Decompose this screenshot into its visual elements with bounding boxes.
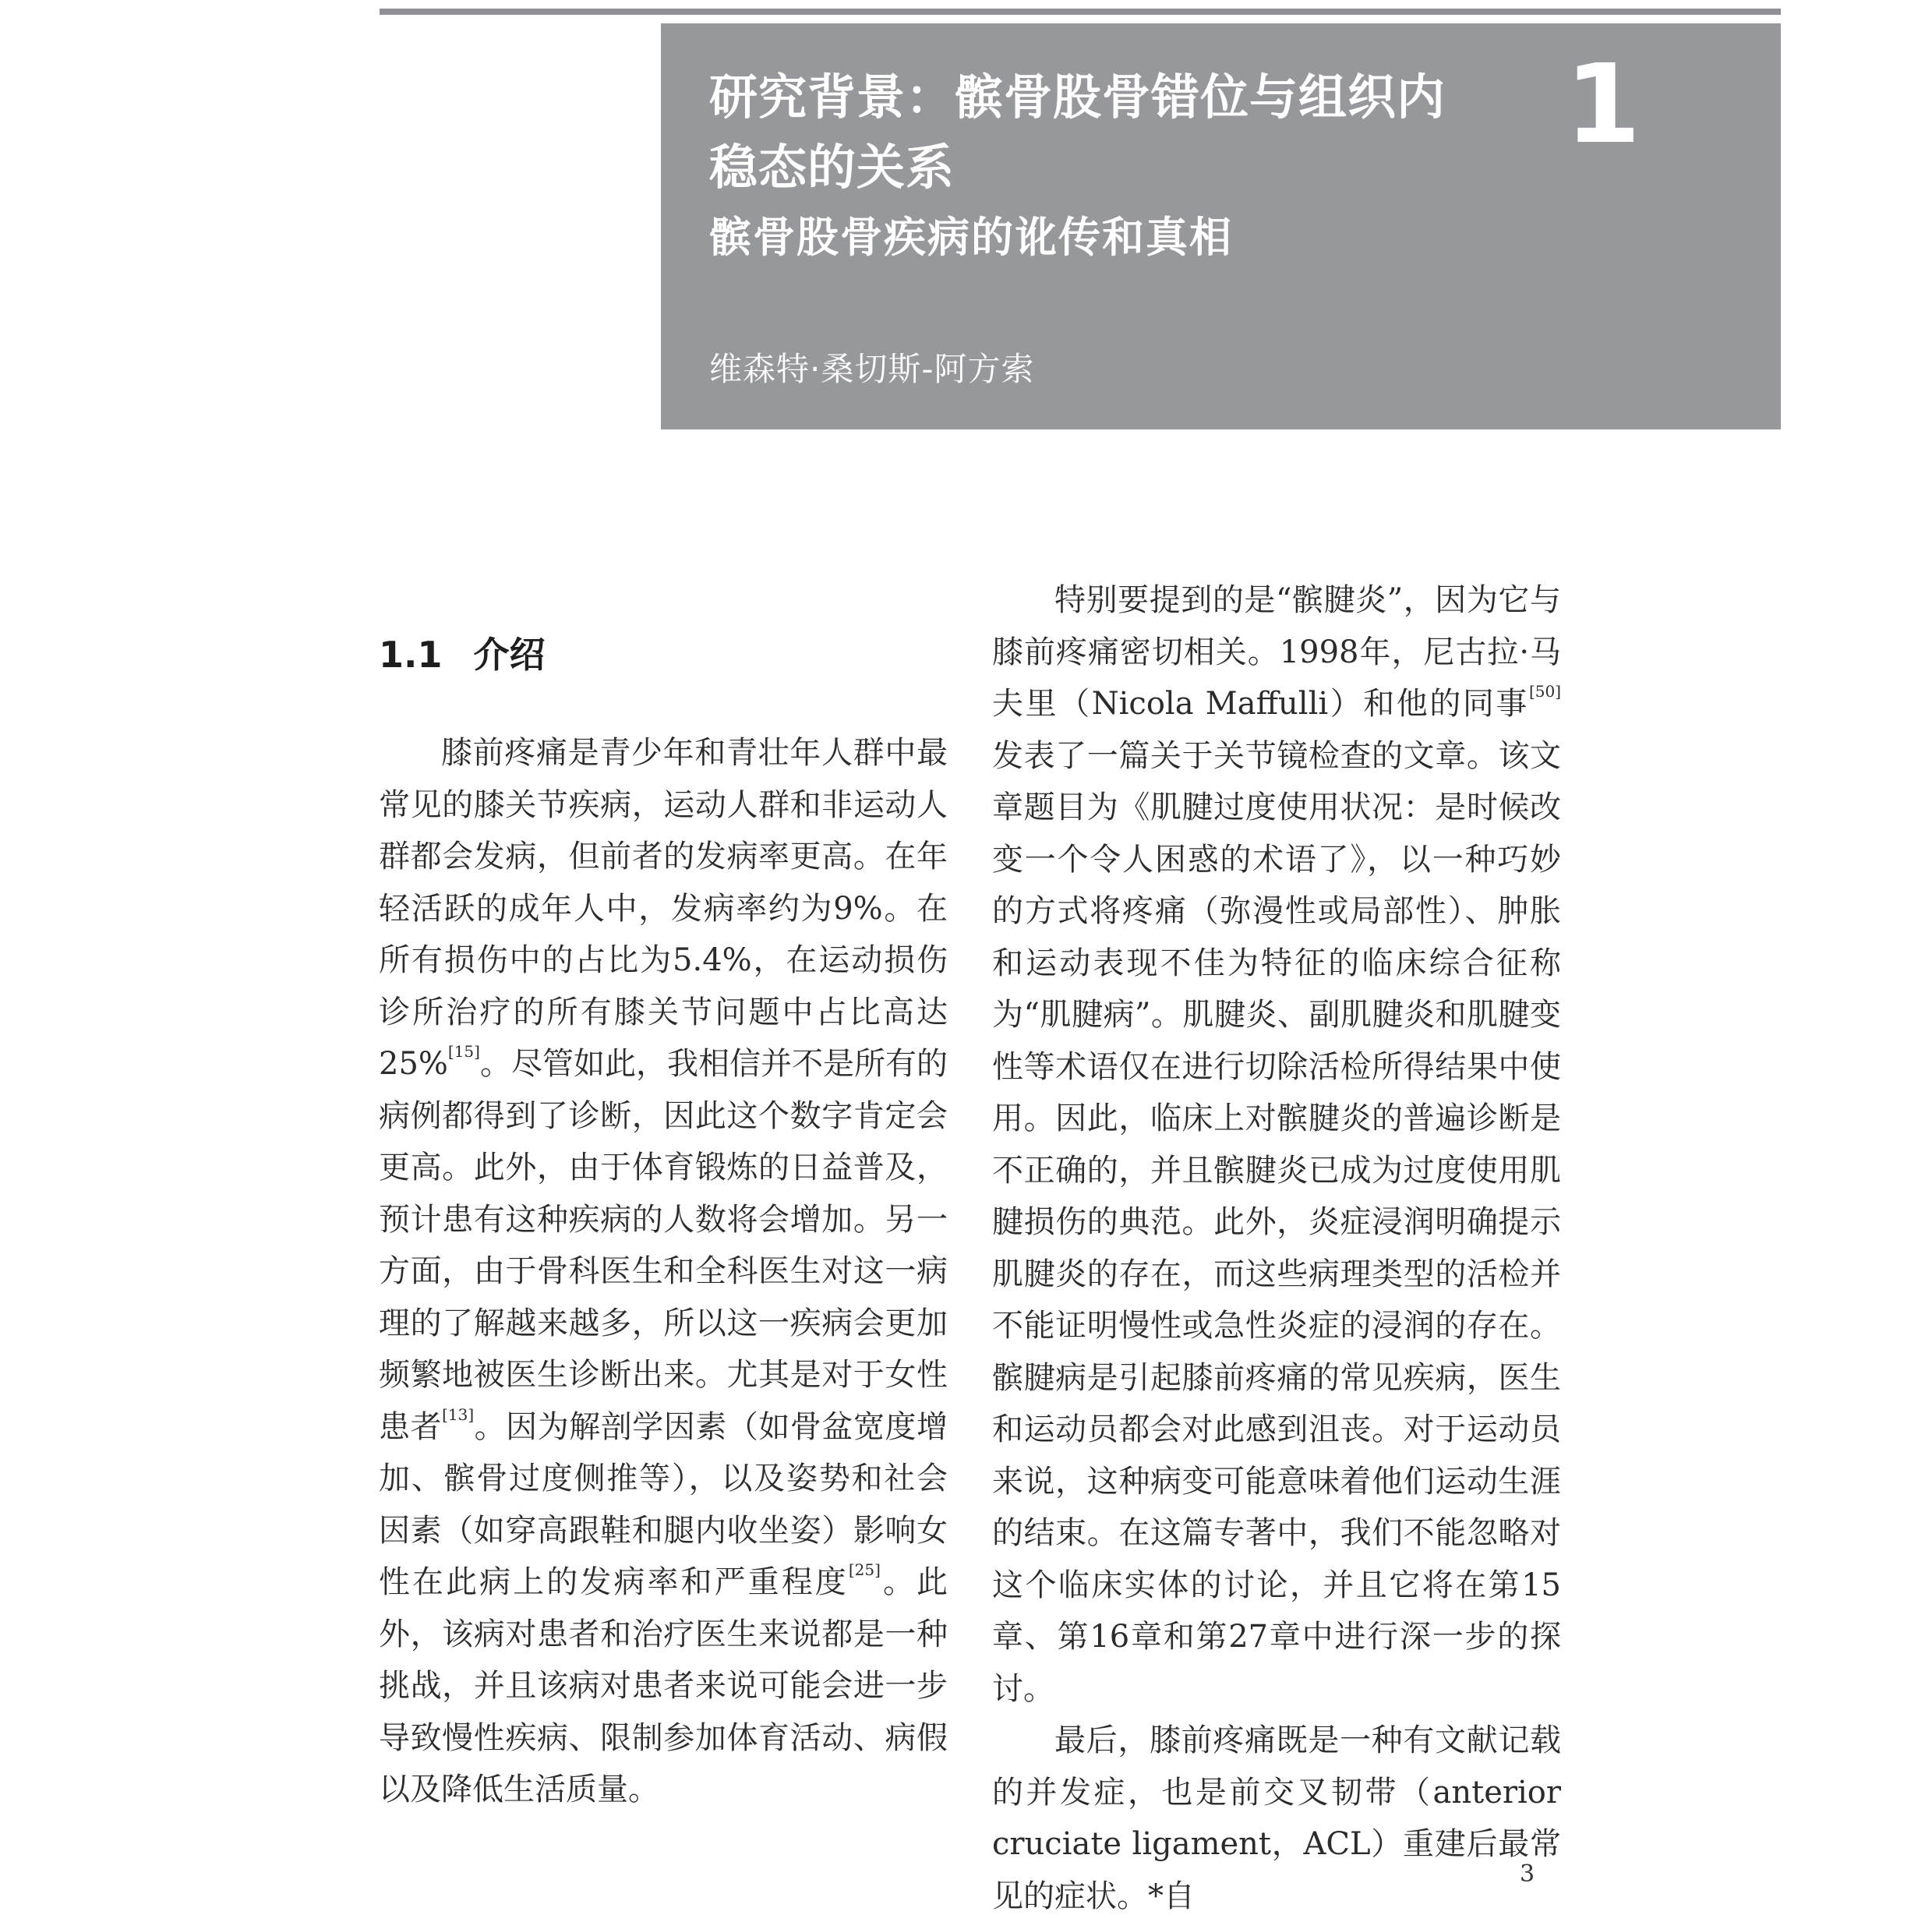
chapter-title: 研究背景：髌骨股骨错位与组织内稳态的关系 bbox=[709, 69, 1446, 196]
citation-50: [50] bbox=[1528, 682, 1561, 701]
text-run: 发表了一篇关于关节镜检查的文章。该文章题目为《肌腱过度使用状况：是时候改变一个令人困惑的术语了》，以一种巧妙的方式将疼痛（弥漫性或局部性）、肿胀和运动表现不佳为特征的临床综合征称为“肌腱病”。肌腱炎、副肌腱炎和肌腱变性等术语仅在进行切除活检所得结果中使用。因此，临床上对髌腱炎的普遍诊断是不正确的，并且髌腱炎已成为过度使用肌腱损伤的典范。此外，炎症浸润明确提示肌腱炎的存在，而这些病理类型的活检并不能证明慢性或急性炎症的浸润的存在。髌腱病是引起膝前疼痛的常见疾病，医生和运动员都会对此感到沮丧。对于运动员来说，这种病变可能意味着他们运动生涯的结束。在这篇专著中，我们不能忽略对这个临床实体的讨论，并且它将在第15章、第16章和第27章中进行深一步的探讨。 bbox=[992, 737, 1561, 1707]
top-rule bbox=[380, 9, 1781, 15]
chapter-header bbox=[661, 23, 1781, 429]
chapter-subtitle: 髌骨股骨疾病的讹传和真相 bbox=[709, 213, 1233, 262]
left-column bbox=[379, 727, 948, 1816]
section-title: 介绍 bbox=[473, 634, 546, 676]
text-run: 膝前疼痛是青少年和青壮年人群中最常见的膝关节疾病，运动人群和非运动人群都会发病，但前者的发病率更高。在年轻活跃的成年人中，发病率约为9%。在所有损伤中的占比为5.4%，在运动损伤诊所治疗的所有膝关节问题中占比高达25% bbox=[379, 735, 948, 1082]
page-number: 3 bbox=[1520, 1860, 1535, 1888]
text-run: 。此外，该病对患者和治疗医生来说都是一种挑战，并且该病对患者来说可能会进一步导致慢性疾病、限制参加体育活动、病假以及降低生活质量。 bbox=[379, 1564, 948, 1807]
section-heading bbox=[379, 624, 546, 686]
tendinitis-paragraph bbox=[992, 574, 1561, 1715]
right-column bbox=[992, 574, 1561, 1922]
section-number: 1.1 bbox=[379, 634, 443, 676]
intro-paragraph bbox=[379, 727, 948, 1816]
acl-paragraph: 最后，膝前疼痛既是一种有文献记载的并发症，也是前交叉韧带（anterior cruciate ligament，ACL）重建后最常见的症状。*自 bbox=[992, 1722, 1561, 1914]
chapter-author: 维森特·桑切斯-阿方索 bbox=[709, 350, 1035, 388]
citation-13: [13] bbox=[442, 1404, 475, 1424]
text-run: 。尽管如此，我相信并不是所有的病例都得到了诊断，因此这个数字肯定会更高。此外，由于体育锻炼的日益普及，预计患有这种疾病的人数将会增加。另一方面，由于骨科医生和全科医生对这一病理的了解越来越多，所以这一疾病会更加频繁地被医生诊断出来。尤其是对于女性患者 bbox=[379, 1046, 948, 1445]
chapter-number: 1 bbox=[1565, 41, 1641, 168]
text-run: 特别要提到的是“髌腱炎”，因为它与膝前疼痛密切相关。1998年，尼古拉·马夫里（Nicola Maffulli）和他的同事 bbox=[992, 582, 1561, 722]
citation-25: [25] bbox=[848, 1560, 881, 1579]
citation-15: [15] bbox=[447, 1042, 480, 1061]
text-run: 。因为解剖学因素（如骨盆宽度增加、髌骨过度侧推等），以及姿势和社会因素（如穿高跟鞋和腿内收坐姿）影响女性在此病上的发病率和严重程度 bbox=[379, 1408, 948, 1600]
